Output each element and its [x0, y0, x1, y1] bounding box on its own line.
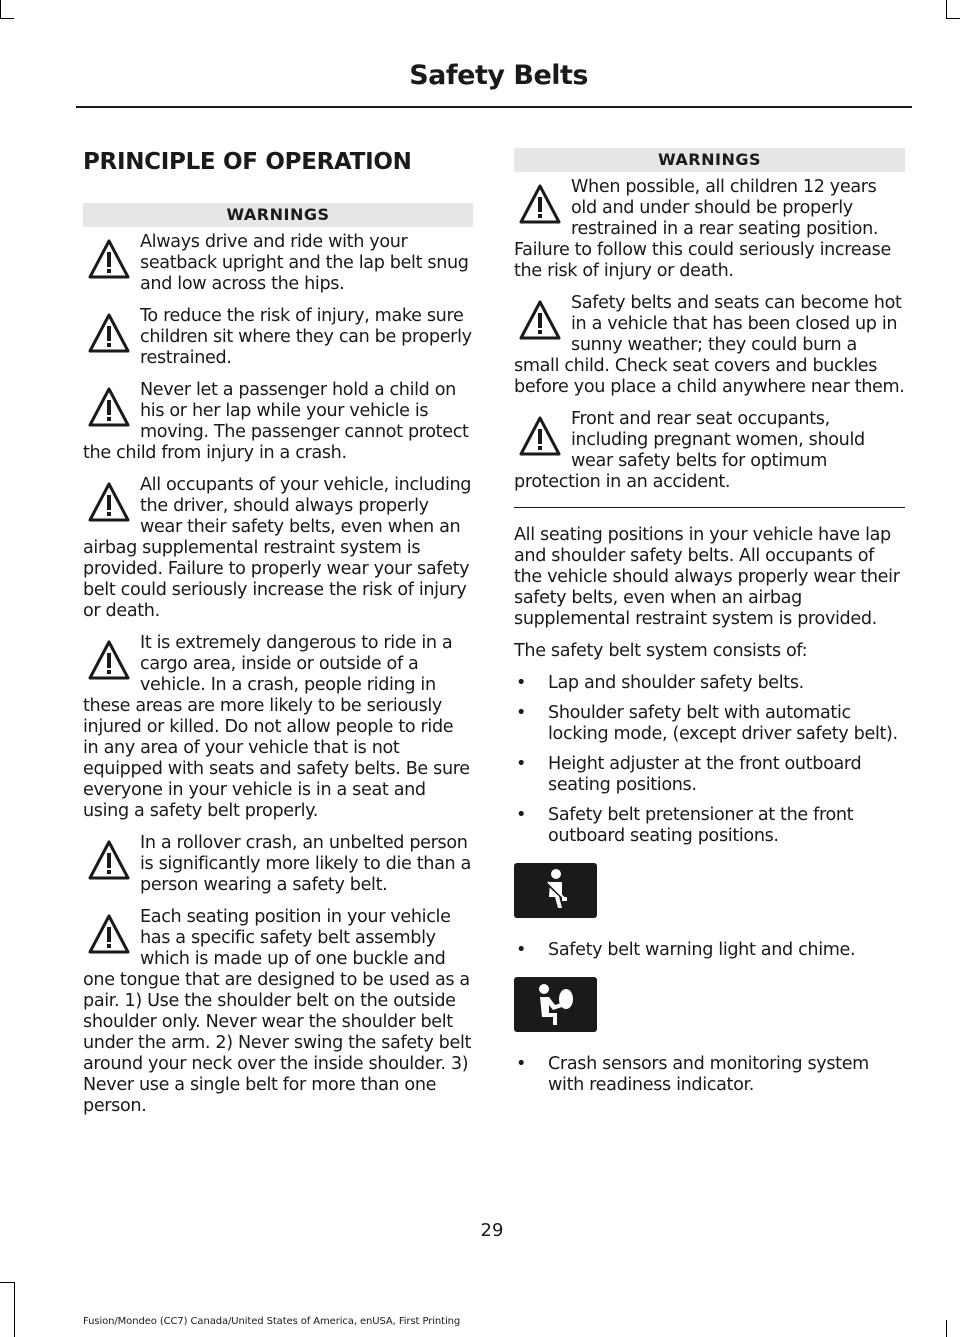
bullet-marker: •	[516, 703, 527, 723]
intro-paragraph: All seating positions in your vehicle have lap and shoulder safety belts. All occupants of the vehicle should always properly wear their safety belts, even when an airbag supplemental restraint system is provided.	[514, 525, 900, 629]
component-list	[514, 940, 905, 961]
component-list	[514, 673, 905, 847]
section-title: PRINCIPLE OF OPERATION	[83, 149, 412, 175]
bullet-marker: •	[516, 1054, 527, 1074]
warning-item	[83, 907, 473, 1117]
warning-text: Never let a passenger hold a child on his or her lap while your vehicle is moving. The passenger cannot protect the child from injury in a crash.	[83, 380, 469, 463]
list-item	[514, 940, 905, 961]
consists-of-paragraph: The safety belt system consists of:	[514, 641, 808, 661]
list-item	[514, 805, 905, 847]
seatbelt-warning-icon	[514, 863, 597, 918]
warning-triangle-icon	[88, 839, 130, 881]
warning-item	[83, 232, 473, 295]
warning-text: To reduce the risk of injury, make sure children sit where they can be properly restrained.	[140, 306, 472, 368]
right-column	[514, 148, 905, 1105]
warning-text: Always drive and ride with your seatback upright and the lap belt snug and low across the hips.	[140, 232, 469, 294]
warning-text: Front and rear seat occupants, including pregnant women, should wear safety belts for optimum protection in an accident.	[514, 409, 865, 492]
list-item-text: Safety belt warning light and chime.	[548, 940, 856, 960]
list-item	[514, 754, 905, 796]
warnings-header: WARNINGS	[83, 203, 473, 227]
bullet-marker: •	[516, 805, 527, 825]
airbag-readiness-icon	[514, 977, 597, 1032]
left-column	[83, 148, 473, 1128]
component-list	[514, 1054, 905, 1096]
warning-item	[514, 177, 905, 282]
warning-item	[514, 409, 905, 493]
footer-text: Fusion/Mondeo (CC7) Canada/United States of America, enUSA, First Printing	[83, 1316, 461, 1327]
crop-mark	[0, 1282, 14, 1283]
warning-triangle-icon	[519, 415, 561, 457]
warning-item	[514, 293, 905, 398]
list-item-text: Lap and shoulder safety belts.	[548, 673, 804, 693]
warning-triangle-icon	[88, 913, 130, 955]
list-item	[514, 703, 905, 745]
bullet-marker: •	[516, 673, 527, 693]
warning-triangle-icon	[88, 639, 130, 681]
warning-item	[83, 475, 473, 622]
warning-text: Safety belts and seats can become hot in a vehicle that has been closed up in sunny weather; they could burn a small child. Check seat covers and buckles before you place a child anywhere near them.	[514, 293, 905, 397]
page-title: Safety Belts	[409, 60, 588, 91]
crop-mark	[946, 18, 960, 19]
warning-triangle-icon	[88, 481, 130, 523]
crop-mark	[946, 1320, 947, 1337]
warning-item	[83, 380, 473, 464]
warning-text: Each seating position in your vehicle has a specific safety belt assembly which is made up of one buckle and one tongue that are designed to be used as a pair. 1) Use the shoulder belt on the outside shoulder only. Never wear the shoulder belt under the arm. 2) Never swing the safety belt around your neck over the inside shoulder. 3) Never use a single belt for more than one person.	[83, 907, 472, 1116]
warning-item	[83, 833, 473, 896]
crop-mark	[14, 1282, 15, 1337]
bullet-marker: •	[516, 940, 527, 960]
warnings-header: WARNINGS	[514, 148, 905, 172]
warning-text: All occupants of your vehicle, including the driver, should always properly wear their safety belts, even when an airbag supplemental restraint system is provided. Failure to properly wear your safety belt could seriously increase the risk of injury or death.	[83, 475, 472, 621]
warning-triangle-icon	[88, 238, 130, 280]
warning-text: In a rollover crash, an unbelted person is significantly more likely to die than a person wearing a safety belt.	[140, 833, 471, 895]
list-item-text: Safety belt pretensioner at the front outboard seating positions.	[548, 805, 854, 846]
list-item	[514, 673, 905, 694]
list-item-text: Height adjuster at the front outboard seating positions.	[548, 754, 862, 795]
list-item-text: Crash sensors and monitoring system with readiness indicator.	[548, 1054, 869, 1095]
warning-item	[83, 633, 473, 822]
section-divider	[514, 507, 905, 508]
crop-mark	[0, 0, 1, 18]
warning-triangle-icon	[88, 312, 130, 354]
crop-mark	[0, 18, 14, 19]
warning-item	[83, 306, 473, 369]
bullet-marker: •	[516, 754, 527, 774]
warning-text: When possible, all children 12 years old and under should be properly restrained in a rear seating position. Failure to follow this could seriously increase the risk of injury or death.	[514, 177, 891, 281]
header-divider	[76, 106, 912, 108]
warning-triangle-icon	[519, 183, 561, 225]
list-item-text: Shoulder safety belt with automatic locking mode, (except driver safety belt).	[548, 703, 898, 744]
warning-triangle-icon	[519, 299, 561, 341]
list-item	[514, 1054, 905, 1096]
page-number: 29	[480, 1220, 504, 1241]
warning-triangle-icon	[88, 386, 130, 428]
crop-mark	[946, 0, 947, 18]
warning-text: It is extremely dangerous to ride in a cargo area, inside or outside of a vehicle. In a crash, people riding in these areas are more likely to be seriously injured or killed. Do not allow people to ride in any area of your vehicle that is not equipped with seats and safety belts. Be sure everyone in your vehicle is in a seat and using a safety belt properly.	[83, 633, 470, 821]
